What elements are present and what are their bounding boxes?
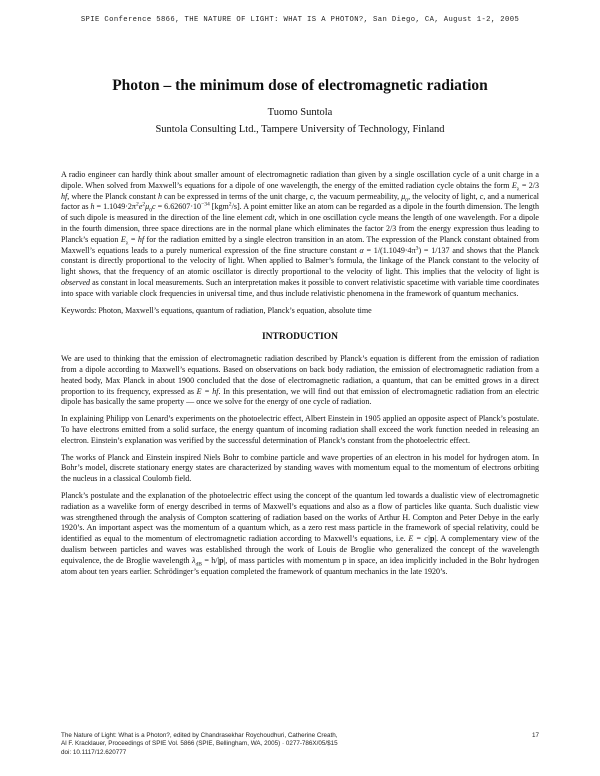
main-content: [61, 170, 539, 583]
footer-citation: [61, 732, 539, 757]
footer-line-2: Al F. Kracklauer, Proceedings of SPIE Vol. 5866 (SPIE, Bellingham, WA, 2005) · 0277-786X/05/$15: [61, 740, 338, 748]
footer-line-1: The Nature of Light: What is a Photon?, edited by Chandrasekhar Roychoudhuri, Catherine Creath,: [61, 732, 338, 739]
abstract-paragraph: A radio engineer can hardly think about smaller amount of electromagnetic radiation than given by a single oscillation cycle of a unit charge in a dipole. When solved from Maxwell’s equations for a dipole of one wavelength, the energy of the emitted radiation cycle obtains the form $E_\lambda = 2/3$ hf, where the Planck constant h can be expressed in terms of the unit charge, c, the vacuum permeability, $\mu_0$, the velocity of light, c, and a numerical factor as $h = 1.1049\cdot 2\pi^2e^2\mu_0c = 6.62607\cdot 10^{-34}$ [kgm$^2$/s]. A point emitter like an atom can be regarded as a dipole in the fourth dimension. The length of such dipole is measured in the direction of the line element cdt, which in one oscillation cycle means the length of one wavelength. For a dipole in the fourth dimension, three space directions are in the normal plane which eliminates the factor 2/3 from the energy expression thus leading to Planck’s equation $E_\lambda$ = hf for the radiation emitted by a single electron transition in an atom. The expression of the Planck constant obtained from Maxwell’s equations leads to a purely numerical expression of the fine structure constant $\alpha = 1/(1.1049\cdot 4\pi^3) = 1/137$ and shows that the Planck constant is directly proportional to the velocity of light. When applied to Balmer’s formula, the linkage of the Planck constant to the velocity of light shows, that the frequency of an atomic oscillator is directly proportional to the velocity of light. This implies that the velocity of light is observed as constant in local measurements. Such an interpretation makes it possible to convert relativistic spacetime with variable time coordinates into space with variable clock frequencies in universal time, and thus include relativistic phenomena in the framework of quantum mechanics.: [61, 170, 540, 298]
intro-paragraph-1: We are used to thinking that the emission of electromagnetic radiation described by Planck’s equation is different from the emission of radiation from a dipole according to Maxwell’s equations. Based on observations on back body radiation, the emission of electromagnetic radiation from a heated body, Max Planck in about 1900 concluded that the dose of electromagnetic radiation, a quantum, that can be emitted grows in a direct proportion to its frequency, expressed as E = hf. In this presentation, we will find out that emission of electromagnetic radiation from an electric dipole has basically the same property — once we solve for the energy of one cycle of radiation.: [61, 354, 539, 407]
author-name: Tuomo Suntola: [267, 107, 333, 118]
intro-paragraph-3: The works of Planck and Einstein inspired Niels Bohr to combine particle and wave properties of an electron in his model for hydrogen atom. In Bohr’s model, discrete stationary energy states are characterized by standing waves with momentum equal to the momentum of electrons orbiting the nucleus in a classical Coulomb field.: [61, 452, 539, 484]
section-heading-introduction: INTRODUCTION: [261, 332, 338, 343]
intro-paragraph-4: Planck’s postulate and the explanation of the photoelectric effect using the concept of the quantum led towards a dualistic view of electromagnetic radiation as a wavelike form of energy described in terms of Maxwell’s equations and also as a flow of particles like quanta. Such dualistic view was strengthened through the analysis of Compton scattering of radiation based on the works of Arthur H. Compton and Peter Debye in the early 1920’s. An important aspect was the momentum of a quantum which, as a zero rest mass particle in the framework of special relativity, could be identified as equal to the momentum of electromagnetic radiation according to Maxwell’s equations, i.e. E = c|p|. A complementary view of the dualism between particles and waves was established through the work of Louis de Broglie who generalized the concept of the wavelength equivalence, the de Broglie wavelength $\lambda_{dB} = h/|p|$, of mass particles with momentum p in space, an idea implicitly included in the Bohr hydrogen atom about ten years earlier. Schrödinger’s equation completed the framework of quantum mechanics in the late 1920’s.: [61, 490, 539, 576]
intro-paragraph-2: In explaining Philipp von Lenard’s experiments on the photoelectric effect, Albert Einstein in 1905 applied an opposite aspect of Planck’s postulate. To have electrons emitted from a solid surface, the energy quantum of incoming radiation shall exceed the work function needed in releasing an electron. Einstein’s explanation was verified by the successful determination of Planck’s constant from the photoelectric effect.: [61, 414, 539, 445]
author-affiliation: Suntola Consulting Ltd., Tampere University of Technology, Finland: [155, 124, 445, 135]
paper-title: Photon – the minimum dose of electromagnetic radiation: [112, 77, 488, 94]
footer-doi: doi: 10.1117/12.620777: [61, 748, 127, 756]
running-head: SPIE Conference 5866, THE NATURE OF LIGHT: WHAT IS A PHOTON?, San Diego, CA, August 1-2, 2005: [80, 16, 520, 24]
keywords: Keywords: Photon, Maxwell’s equations, quantum of radiation, Planck’s equation, absolute time: [61, 305, 372, 315]
page-number: 17: [531, 732, 539, 739]
